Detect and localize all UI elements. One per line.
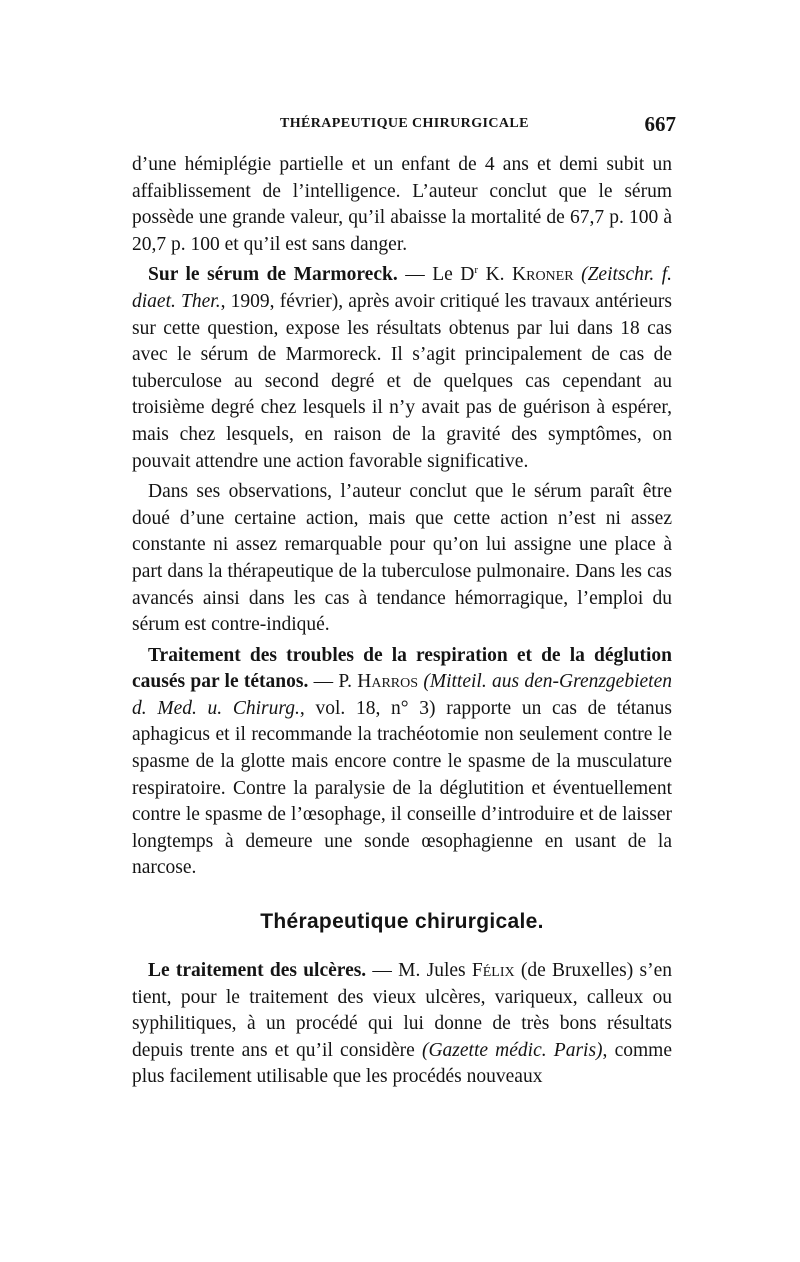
article-lead-tetanos: Traitement des troubles de la respiration et de la déglution causés par le tétanos. (132, 644, 672, 693)
section-title: Thérapeutique chirurgicale. (260, 910, 544, 934)
author-name: Félix (471, 960, 515, 982)
page-number: 667 (644, 112, 676, 136)
paragraph-text: , vol. 18, n° 3) rapporte un cas de tétanus aphagicus et il recommande la trachéotomie non seulement contre le spasme de la glotte mais encore contre le spasme de la musculature respiratoire. Contre la paralysie de la déglutition et éventuellement contre le spasme de l’œsophage, il conseille d’introduire et de laisser longtemps à demeure une sonde œsophagienne en usant de la narcose. (132, 697, 672, 879)
running-header (132, 112, 680, 140)
paragraph-ulceres (132, 958, 672, 1091)
author-prefix: — M. Jules (366, 960, 472, 982)
paragraph-serum-continuation: d’une hémiplégie partielle et un enfant de 4 ans et demi subit un affaiblissement de l’intelligence. L’auteur conclut que le sérum possède une grande valeur, qu’il abaisse la mortalité de 67,7 p. 100 à 20,7 p. 100 et qu’il est sans danger. (132, 154, 672, 255)
paragraph-text: (de Bruxelles) s’en tient, pour le traitement des vieux ulcères, variqueux, calleux ou syphilitiques, à un procédé qui lui donne de très bons résultats depuis trente ans et qu’il considère (132, 960, 672, 1061)
page-body (132, 152, 672, 1091)
journal-reference: (Mitteil. aus den-Grenzgebieten d. Med. u. Chirurg. (132, 671, 672, 719)
author-prefix: — P. (308, 671, 358, 693)
article-lead-ulceres: Le traitement des ulcères. (148, 960, 367, 982)
author-title-sup: r (474, 264, 479, 277)
paragraph-marmoreck (132, 262, 672, 475)
paragraph-tetanos (132, 643, 672, 882)
paragraph-observations: Dans ses observations, l’auteur conclut que le sérum paraît être doué d’une certaine action, mais que cette action n’est ni assez constante ni assez remarquable pour qu’on lui assigne une place à part dans la thérapeutique de la tuberculose pulmonaire. Dans les cas avancés ainsi dans les cas à tendance hémorragique, l’emploi du sérum est contre-indiqué. (132, 481, 672, 636)
paragraph-text: , 1909, février), après avoir critiqué les travaux antérieurs sur cette question, expose les résultats obtenus par lui dans 18 cas avec le sérum de Marmoreck. Il s’agit principalement de cas de tuberculose au second degré et de quelques cas cependant au troisième degré chez lesquels il n’y avait pas de guérison à espérer, mais chez lesquels, en raison de la gravité des symptômes, on pouvait attendre une action favorable significative. (132, 290, 672, 472)
author-prefix: — Le D (397, 264, 475, 286)
author-name: Harros (357, 671, 419, 693)
article-lead-marmoreck: Sur le sérum de Marmoreck. (148, 264, 398, 286)
running-title: THÉRAPEUTIQUE CHIRURGICALE (280, 116, 529, 131)
journal-reference: (Zeitschr. f. diaet. Ther. (132, 264, 673, 312)
paragraph-text-end: , comme plus facilement utilisable que les procédés nouveaux (132, 1039, 672, 1088)
author-name: K. Kroner (478, 264, 582, 286)
journal-reference: (Gazette médic. Paris) (421, 1039, 603, 1061)
